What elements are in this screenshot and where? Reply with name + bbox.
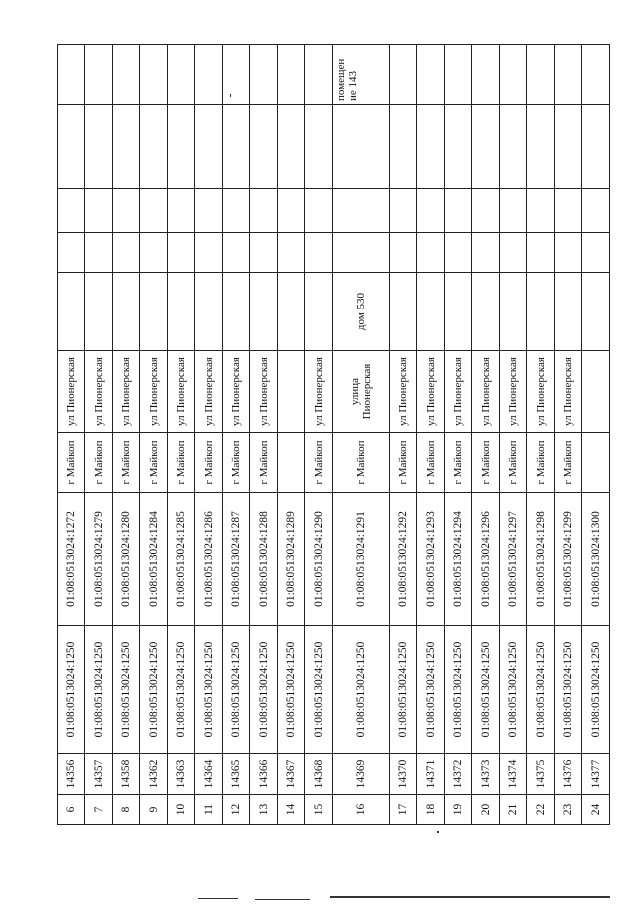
table-row bbox=[58, 45, 85, 825]
cell-parent: 01:08:0513024:1250 bbox=[417, 626, 444, 754]
cell-house bbox=[582, 273, 610, 351]
cell-premise bbox=[58, 45, 85, 105]
cell-street: ул Пионерская bbox=[222, 351, 249, 433]
cell-cad: 01:08:0513024:1279 bbox=[85, 493, 112, 626]
cell-street: ул Пионерская bbox=[250, 351, 277, 433]
cell-street: ул Пионерская bbox=[140, 351, 167, 433]
cell-id: 14366 bbox=[250, 754, 277, 795]
cell-empty bbox=[250, 189, 277, 233]
cell-empty bbox=[472, 105, 499, 189]
cell-empty bbox=[222, 105, 249, 189]
cell-empty bbox=[527, 233, 554, 273]
cell-empty bbox=[58, 105, 85, 189]
cell-street: ул Пионерская bbox=[85, 351, 112, 433]
cell-house bbox=[167, 273, 194, 351]
cell-empty bbox=[305, 233, 332, 273]
cell-n: 21 bbox=[499, 795, 526, 825]
cell-parent: 01:08:0513024:1250 bbox=[305, 626, 332, 754]
cell-house bbox=[499, 273, 526, 351]
cell-id: 14372 bbox=[444, 754, 471, 795]
cell-street: ул Пионерская bbox=[444, 351, 471, 433]
cell-empty bbox=[195, 189, 222, 233]
cell-parent: 01:08:0513024:1250 bbox=[472, 626, 499, 754]
cell-street: ул Пионерская bbox=[195, 351, 222, 433]
cell-house bbox=[140, 273, 167, 351]
cell-empty bbox=[85, 233, 112, 273]
cell-empty bbox=[417, 105, 444, 189]
cell-empty bbox=[582, 189, 610, 233]
cell-parent: 01:08:0513024:1250 bbox=[140, 626, 167, 754]
cell-house bbox=[250, 273, 277, 351]
cell-house bbox=[527, 273, 554, 351]
table-row bbox=[444, 45, 471, 825]
cell-house bbox=[305, 273, 332, 351]
cell-cad: 01:08:0513024:1290 bbox=[305, 493, 332, 626]
cell-parent: 01:08:0513024:1250 bbox=[112, 626, 139, 754]
table-row bbox=[554, 45, 581, 825]
cell-house bbox=[277, 273, 304, 351]
cell-empty bbox=[167, 233, 194, 273]
cell-cad: 01:08:0513024:1289 bbox=[277, 493, 304, 626]
cell-empty bbox=[222, 233, 249, 273]
cell-premise bbox=[277, 45, 304, 105]
cell-street: ул Пионерская bbox=[112, 351, 139, 433]
cell-empty bbox=[554, 233, 581, 273]
scan-dot bbox=[230, 94, 231, 97]
cell-id: 14375 bbox=[527, 754, 554, 795]
cell-city: г Майкоп bbox=[417, 433, 444, 493]
cell-city: г Майкоп bbox=[305, 433, 332, 493]
cell-street: ул Пионерская bbox=[499, 351, 526, 433]
cell-empty bbox=[472, 233, 499, 273]
cell-n: 16 bbox=[332, 795, 389, 825]
table-row bbox=[112, 45, 139, 825]
cell-n: 14 bbox=[277, 795, 304, 825]
cell-empty bbox=[582, 233, 610, 273]
scan-mark bbox=[255, 899, 310, 900]
table-row bbox=[195, 45, 222, 825]
cell-empty bbox=[140, 105, 167, 189]
cell-cad: 01:08:0513024:1299 bbox=[554, 493, 581, 626]
cell-house bbox=[85, 273, 112, 351]
cell-street: ул Пионерская bbox=[389, 351, 416, 433]
cell-house bbox=[554, 273, 581, 351]
cell-n: 11 bbox=[195, 795, 222, 825]
cell-premise bbox=[305, 45, 332, 105]
cell-empty bbox=[167, 189, 194, 233]
cell-house: дом 530 bbox=[332, 273, 389, 351]
table-row bbox=[582, 45, 610, 825]
cell-parent: 01:08:0513024:1250 bbox=[332, 626, 389, 754]
cell-cad: 01:08:0513024:1292 bbox=[389, 493, 416, 626]
cell-premise bbox=[444, 45, 471, 105]
cell-cad: 01:08:0513024:1296 bbox=[472, 493, 499, 626]
table-row bbox=[472, 45, 499, 825]
cell-empty bbox=[332, 233, 389, 273]
table-row bbox=[277, 45, 304, 825]
cell-id: 14364 bbox=[195, 754, 222, 795]
cell-premise bbox=[499, 45, 526, 105]
cell-empty bbox=[444, 233, 471, 273]
cell-cad: 01:08:0513024:1280 bbox=[112, 493, 139, 626]
cell-id: 14371 bbox=[417, 754, 444, 795]
cell-parent: 01:08:0513024:1250 bbox=[527, 626, 554, 754]
cell-empty bbox=[417, 189, 444, 233]
cell-street: ул Пионерская bbox=[527, 351, 554, 433]
cell-cad: 01:08:0513024:1291 bbox=[332, 493, 389, 626]
cell-house bbox=[195, 273, 222, 351]
cell-cad: 01:08:0513024:1284 bbox=[140, 493, 167, 626]
cell-empty bbox=[389, 233, 416, 273]
cell-premise bbox=[389, 45, 416, 105]
cell-premise bbox=[140, 45, 167, 105]
cell-empty bbox=[499, 233, 526, 273]
cell-street: ул Пионерская bbox=[417, 351, 444, 433]
cell-empty bbox=[85, 105, 112, 189]
cell-parent: 01:08:0513024:1250 bbox=[444, 626, 471, 754]
cell-parent: 01:08:0513024:1250 bbox=[389, 626, 416, 754]
cell-empty bbox=[472, 189, 499, 233]
rotated-table-wrapper bbox=[57, 45, 610, 825]
cell-premise bbox=[527, 45, 554, 105]
cell-empty bbox=[195, 233, 222, 273]
cell-n: 23 bbox=[554, 795, 581, 825]
cell-n: 17 bbox=[389, 795, 416, 825]
cell-n: 10 bbox=[167, 795, 194, 825]
cell-empty bbox=[140, 189, 167, 233]
cell-empty bbox=[112, 189, 139, 233]
cell-cad: 01:08:0513024:1288 bbox=[250, 493, 277, 626]
cell-premise bbox=[167, 45, 194, 105]
table-row bbox=[140, 45, 167, 825]
cell-cad: 01:08:0513024:1298 bbox=[527, 493, 554, 626]
cell-empty bbox=[195, 105, 222, 189]
table-row bbox=[389, 45, 416, 825]
cell-city: г Майкоп bbox=[222, 433, 249, 493]
table-row bbox=[85, 45, 112, 825]
cell-premise bbox=[112, 45, 139, 105]
cell-empty bbox=[277, 189, 304, 233]
cell-id: 14356 bbox=[58, 754, 85, 795]
cell-city: г Майкоп bbox=[167, 433, 194, 493]
cell-premise: помещен ие 143 bbox=[332, 45, 389, 105]
cell-id: 14370 bbox=[389, 754, 416, 795]
cell-id: 14368 bbox=[305, 754, 332, 795]
cell-empty bbox=[222, 189, 249, 233]
cell-id: 14374 bbox=[499, 754, 526, 795]
cell-street: ул Пионерская bbox=[58, 351, 85, 433]
cell-parent: 01:08:0513024:1250 bbox=[167, 626, 194, 754]
cell-id: 14377 bbox=[582, 754, 610, 795]
cell-empty bbox=[417, 233, 444, 273]
cell-parent: 01:08:0513024:1250 bbox=[85, 626, 112, 754]
cell-empty bbox=[305, 189, 332, 233]
cell-city: г Майкоп bbox=[527, 433, 554, 493]
cell-house bbox=[112, 273, 139, 351]
cell-empty bbox=[250, 105, 277, 189]
cell-city: г Майкоп bbox=[250, 433, 277, 493]
cell-house bbox=[472, 273, 499, 351]
cell-parent: 01:08:0513024:1250 bbox=[499, 626, 526, 754]
cell-premise bbox=[222, 45, 249, 105]
cell-empty bbox=[527, 105, 554, 189]
cell-premise bbox=[250, 45, 277, 105]
cell-parent: 01:08:0513024:1250 bbox=[195, 626, 222, 754]
table-row bbox=[167, 45, 194, 825]
cell-n: 9 bbox=[140, 795, 167, 825]
cell-n: 15 bbox=[305, 795, 332, 825]
cell-house bbox=[58, 273, 85, 351]
cell-empty bbox=[389, 105, 416, 189]
cell-empty bbox=[85, 189, 112, 233]
cell-house bbox=[389, 273, 416, 351]
cell-city: г Майкоп bbox=[472, 433, 499, 493]
table-row bbox=[527, 45, 554, 825]
cell-city: г Майкоп bbox=[112, 433, 139, 493]
cell-premise bbox=[472, 45, 499, 105]
cell-parent: 01:08:0513024:1250 bbox=[222, 626, 249, 754]
cell-cad: 01:08:0513024:1294 bbox=[444, 493, 471, 626]
cell-id: 14362 bbox=[140, 754, 167, 795]
cell-empty bbox=[277, 233, 304, 273]
cell-empty bbox=[250, 233, 277, 273]
table-row bbox=[305, 45, 332, 825]
cell-city bbox=[277, 433, 304, 493]
cell-n: 19 bbox=[444, 795, 471, 825]
table-row bbox=[332, 45, 389, 825]
cell-n: 6 bbox=[58, 795, 85, 825]
cell-n: 22 bbox=[527, 795, 554, 825]
cell-premise bbox=[582, 45, 610, 105]
cell-empty bbox=[389, 189, 416, 233]
cell-id: 14367 bbox=[277, 754, 304, 795]
cell-city: г Майкоп bbox=[85, 433, 112, 493]
scan-mark bbox=[330, 896, 610, 898]
table-row bbox=[417, 45, 444, 825]
cell-cad: 01:08:0513024:1285 bbox=[167, 493, 194, 626]
cell-house bbox=[444, 273, 471, 351]
cadastral-table bbox=[57, 44, 610, 825]
cell-city bbox=[582, 433, 610, 493]
cell-street: ул Пионерская bbox=[472, 351, 499, 433]
scan-dot bbox=[437, 831, 439, 833]
cell-city: г Майкоп bbox=[195, 433, 222, 493]
table-row bbox=[250, 45, 277, 825]
cell-city: г Майкоп bbox=[58, 433, 85, 493]
cell-street: улица Пионерская bbox=[332, 351, 389, 433]
cell-n: 7 bbox=[85, 795, 112, 825]
cell-empty bbox=[305, 105, 332, 189]
cell-empty bbox=[58, 233, 85, 273]
cell-street: ул Пионерская bbox=[554, 351, 581, 433]
cell-parent: 01:08:0513024:1250 bbox=[250, 626, 277, 754]
cell-id: 14365 bbox=[222, 754, 249, 795]
cell-empty bbox=[277, 105, 304, 189]
cell-city: г Майкоп bbox=[554, 433, 581, 493]
table-row bbox=[499, 45, 526, 825]
cell-cad: 01:08:0513024:1293 bbox=[417, 493, 444, 626]
cell-premise bbox=[195, 45, 222, 105]
cell-empty bbox=[444, 189, 471, 233]
cell-city: г Майкоп bbox=[140, 433, 167, 493]
cell-premise bbox=[417, 45, 444, 105]
cell-n: 8 bbox=[112, 795, 139, 825]
cell-city: г Майкоп bbox=[332, 433, 389, 493]
table-row bbox=[222, 45, 249, 825]
cell-city: г Майкоп bbox=[444, 433, 471, 493]
cell-house bbox=[222, 273, 249, 351]
cell-cad: 01:08:0513024:1300 bbox=[582, 493, 610, 626]
cell-n: 24 bbox=[582, 795, 610, 825]
cell-id: 14376 bbox=[554, 754, 581, 795]
cell-parent: 01:08:0513024:1250 bbox=[582, 626, 610, 754]
cell-premise bbox=[85, 45, 112, 105]
cell-n: 13 bbox=[250, 795, 277, 825]
cell-empty bbox=[140, 233, 167, 273]
cell-empty bbox=[167, 105, 194, 189]
cell-empty bbox=[112, 233, 139, 273]
cell-id: 14373 bbox=[472, 754, 499, 795]
cell-parent: 01:08:0513024:1250 bbox=[58, 626, 85, 754]
cell-n: 12 bbox=[222, 795, 249, 825]
cell-n: 20 bbox=[472, 795, 499, 825]
cell-id: 14358 bbox=[112, 754, 139, 795]
cell-empty bbox=[112, 105, 139, 189]
cell-cad: 01:08:0513024:1287 bbox=[222, 493, 249, 626]
cell-id: 14363 bbox=[167, 754, 194, 795]
cell-parent: 01:08:0513024:1250 bbox=[277, 626, 304, 754]
cell-empty bbox=[554, 105, 581, 189]
cell-cad: 01:08:0513024:1272 bbox=[58, 493, 85, 626]
cell-empty bbox=[527, 189, 554, 233]
cell-street: ул Пионерская bbox=[305, 351, 332, 433]
cell-street: ул Пионерская bbox=[167, 351, 194, 433]
cell-empty bbox=[554, 189, 581, 233]
cell-empty bbox=[58, 189, 85, 233]
cell-city: г Майкоп bbox=[499, 433, 526, 493]
cell-id: 14357 bbox=[85, 754, 112, 795]
cell-empty bbox=[582, 105, 610, 189]
cell-empty bbox=[332, 105, 389, 189]
cell-cad: 01:08:0513024:1286 bbox=[195, 493, 222, 626]
cell-n: 18 bbox=[417, 795, 444, 825]
cell-cad: 01:08:0513024:1297 bbox=[499, 493, 526, 626]
cell-premise bbox=[554, 45, 581, 105]
scan-mark bbox=[198, 898, 238, 899]
cell-street bbox=[277, 351, 304, 433]
cell-empty bbox=[444, 105, 471, 189]
cell-parent: 01:08:0513024:1250 bbox=[554, 626, 581, 754]
cell-empty bbox=[499, 189, 526, 233]
cell-house bbox=[417, 273, 444, 351]
cell-city: г Майкоп bbox=[389, 433, 416, 493]
cell-empty bbox=[332, 189, 389, 233]
cell-empty bbox=[499, 105, 526, 189]
cell-id: 14369 bbox=[332, 754, 389, 795]
cell-street bbox=[582, 351, 610, 433]
